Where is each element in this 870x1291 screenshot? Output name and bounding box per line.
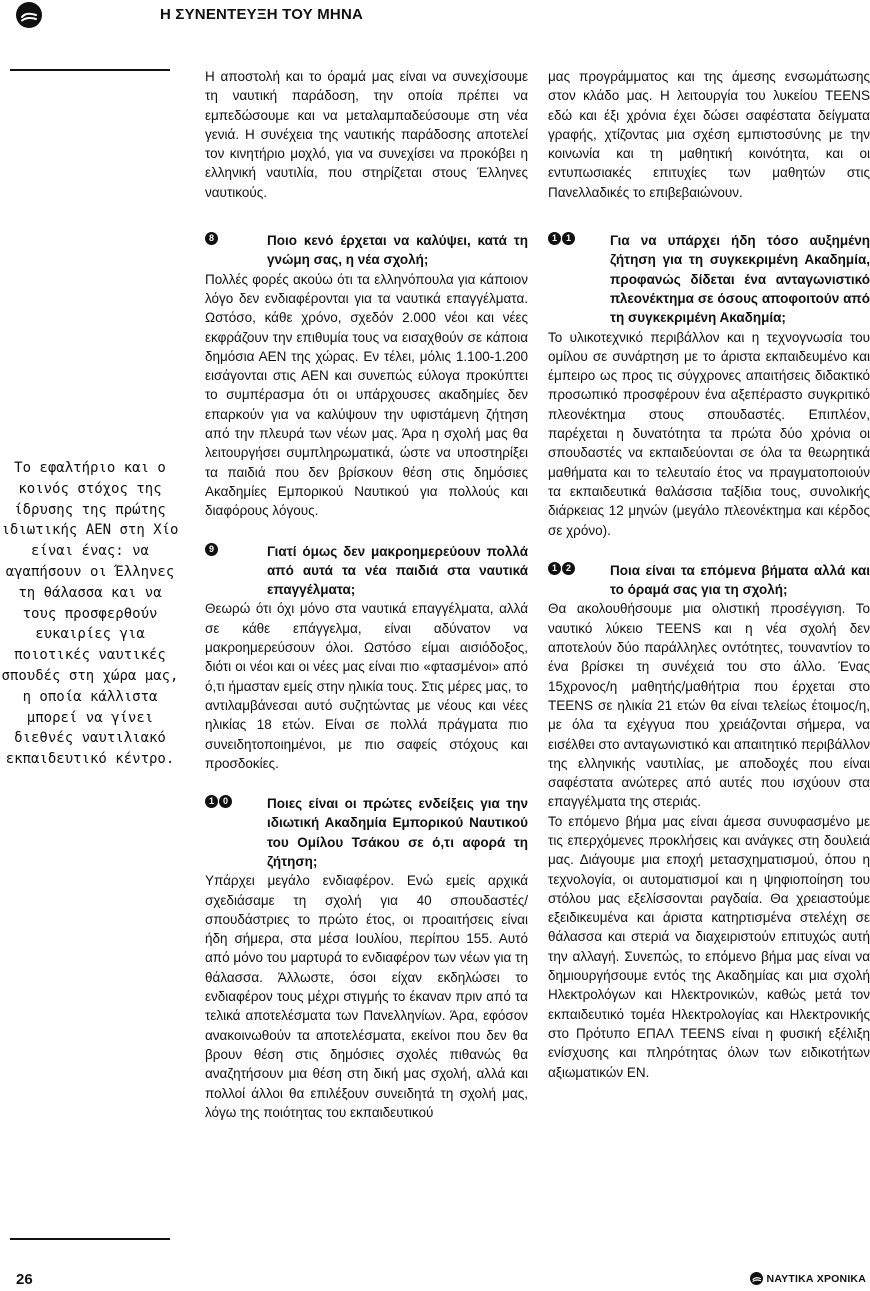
answer-paragraph: Θα ακολουθήσουμε μια ολιστική προσέγγιση. Το ναυτικό λύκειο TEENS και η νέα σχολή δεν αποτελούν δύο παράλληλες οντότητες, τουναντίον το ένα βρίσκει τη συνέχειά του στο άλλο. Ένας 15χρονος/η μαθητής/μαθήτρια που έρχεται στο TEENS σε ηλικία 21 ετών θα είναι τελείως έτοιμος/η, με όλα τα εχέγγυα που χρειάζονται σήμερα, να εισέλθει στο ανταγωνιστικό και απαιτητικό περιβάλλον της ελληνικής ναυτιλίας, με αποδοχές που είναι σαφέστατα ανώτερες από αυτές που ισχύουν στα επαγγέλματα της στεριάς. <box>548 601 870 810</box>
question-number <box>205 542 267 556</box>
question-text: Για να υπάρχει ήδη τόσο αυξημένη ζήτηση για τη συγκεκριμένη Ακαδημία, προφανώς δίδεται ένα ανταγωνιστικό πλεονέκτημα σε όσους αποφοιτούν από τη συγκεκριμένη Ακαδημία; <box>610 233 870 326</box>
answer-paragraph: Το επόμενο βήμα μας είναι άμεσα συνυφασμένο με τις επερχόμενες προκλήσεις και ανάγκες στη δουλειά μας. Διάγουμε μια εποχή μετασχηματισμού, όπου η τεχνολογία, οι αυτοματισμοί και η ψηφιοποίηση του στόλου μας εξελίσσονται ραγδαία. Θα χρειαστούμε εξειδικευμένα και άριστα κατηρτισμένα στελέχη σε θάλασσα και στεριά να διαχειριστούν επιτυχώς αυτή την αλλαγή. Συνεπώς, το επόμενο βήμα μας είναι να δημιουργήσουμε εντός της Ακαδημίας και μια σχολή Ηλεκτρολόγων και Ηλεκτρονικών, καθώς μετά τον εκπαιδευτικό τομέα Ηλεκτρολογίας και Ηλεκτρονικής στο Πρότυπο ΕΠΑΛ TEENS είναι η φυσική εξέλιξη ενίσχυσης και πληρότητας όλων των ειδικοτήτων αξιωματικών ΕΝ. <box>548 813 870 1080</box>
question-9 <box>205 542 528 600</box>
intro-paragraph: Η αποστολή και το όραμά μας είναι να συνεχίσουμε τη ναυτική παράδοση, την οποία πρέπει να εμπεδώσουμε και να μεταλαμπαδεύσουμε στη νέα γενιά. Η συνέχεια της ναυτικής παράδοσης αποτελεί τον κινητήριο μοχλό, για να συνεχίσει να προκόβει η ελληνική ναυτιλία, που στηρίζεται στους Έλληνες ναυτικούς. <box>205 69 528 200</box>
question-text: Ποιες είναι οι πρώτες ενδείξεις για την ιδιωτική Ακαδημία Εμπορικού Ναυτικού του Ομίλου Τσάκου σε ό,τι αφορά τη ζήτηση; <box>267 796 528 869</box>
number-badge: 0 <box>219 795 232 808</box>
question-number <box>548 561 610 575</box>
question-text: Ποιο κενό έρχεται να καλύψει, κατά τη γνώμη σας, η νέα σχολή; <box>267 233 528 268</box>
number-badge: 2 <box>562 562 575 575</box>
pull-quote-top-rule <box>10 69 170 71</box>
middle-column <box>205 67 528 1122</box>
question-8 <box>205 231 528 270</box>
question-number <box>205 794 267 808</box>
question-number <box>548 231 610 245</box>
answer-paragraph: Υπάρχει μεγάλο ενδιαφέρον. Ενώ εμείς αρχικά σχεδιάσαμε τη σχολή για 40 σπουδαστές/σπουδάστριες το πρώτο έτος, οι προαιτήσεις είναι ήδη σήμερα, στα μέσα Ιουλίου, περίπου 155. Αυτό από μόνο του μαρτυρά το ενδιαφέρον των νέων για τη θάλασσα. Άλλωστε, όσοι είχαν εκδηλώσει το ενδιαφέρον τους μέχρι στιγμής το έκαναν πριν από τα τελικά αποτελέσματα των Πανελληνίων. Άρα, εφόσον ανακοινωθούν τα αποτελέσματα, εκείνοι που δεν θα βρουν θέση στις δημόσιες σχολές πιθανώς θα αναζητήσουν μια θέση στη δική μας σχολή, αλλά και πολλοί άλλοι θα επιλέξουν συνειδητά τη σχολή μας, λόγω της ποιότητας του εκπαιδευτικού <box>205 873 528 1120</box>
intro-paragraph: μας προγράμματος και της άμεσης ενσωμάτωσης στον κλάδο μας. Η λειτουργία του λυκείου TEENS εδώ και έξι χρόνια έχει δώσει σαφέστατα δείγματα γραφής, χτίζοντας μια σχέση εμπιστοσύνης με την κοινωνία και τη μαθητική κοινότητα, και οι εντυπωσιακές επιτυχίες των μαθητών στις Πανελλαδικές το επιβεβαιώνουν. <box>548 69 870 200</box>
pull-quote: Το εφαλτήριο και ο κοινός στόχος της ίδρυσης της πρώτης ιδιωτικής ΑΕΝ στη Χίο είναι ένας: να αγαπήσουν οι Έλληνες τη θάλασσα και να τους προσφερθούν ευκαιρίες για ποιοτικές ναυτικές σπουδές στη χώρα μας, η οποία κάλλιστα μπορεί να γίνει διεθνές ναυτιλιακό εκπαιδευτικό κέντρο. <box>1 460 179 768</box>
question-text: Γιατί όμως δεν μακροημερεύουν πολλά από αυτά τα νέα παιδιά στα ναυτικά επαγγέλματα; <box>267 543 528 598</box>
number-badge: 9 <box>205 543 218 556</box>
brand-logo-icon <box>750 1272 763 1285</box>
pull-quote-bottom-rule <box>10 1238 170 1240</box>
question-text: Ποια είναι τα επόμενα βήματα αλλά και το όραμά σας για τη σχολή; <box>610 562 870 598</box>
number-badge: 1 <box>548 562 561 575</box>
question-11 <box>548 231 870 327</box>
brand <box>750 1272 866 1285</box>
question-12 <box>548 561 870 600</box>
wave-logo-icon <box>16 2 42 28</box>
brand-name: ΝΑΥΤΙΚΑ ΧΡΟΝΙΚΑ <box>766 1272 866 1285</box>
answer-paragraph: Το υλικοτεχνικό περιβάλλον και η τεχνογνωσία του ομίλου σε συνάρτηση με το άριστα εκπαιδευμένο και έμπειρο ως προς τις σύγχρονες απαιτήσεις διδακτικό προσωπικό προσφέρουν ένα αξεπέραστο συγκριτικό πλεονέκτημα στους σπουδαστές. Επιπλέον, παρέχεται η δυνατότητα τα πρώτα δύο χρόνια οι σπουδαστές να εκπαιδεύονται σε όλα τα θεωρητικά μαθήματα και το τελευταίο έτος να πραγματοποιούν τα εκπαιδευτικά θαλάσσια ταξίδια τους, συνολικής διάρκειας 12 μηνών (μεγάλο πλεονέκτημα και κέρδος σε χρόνο). <box>548 329 870 538</box>
question-10 <box>205 794 528 871</box>
question-number <box>205 231 267 245</box>
answer-paragraph: Θεωρώ ότι όχι μόνο στα ναυτικά επαγγέλματα, αλλά σε κάθε επάγγελμα, είναι αδύνατον να μακροημερεύσουν όλοι. Ωστόσο είμαι αισιόδοξος, διότι οι νέοι και οι νέες μας είναι πιο «φτασμένοι» από ό,τι ήμασταν εμείς στην ηλικία τους. Στις μέρες μας, το αντιλαμβάνεσαι αυτό συζητώντας με νέους και νέες ηλικίας 18 ετών. Είναι σε πολλά πράγματα πιο συνειδητοποιημένοι, με πιο σαφείς στόχους και προσδοκίες. <box>205 601 528 771</box>
right-column <box>548 67 870 1082</box>
number-badge: 1 <box>205 795 218 808</box>
number-badge: 1 <box>562 232 575 245</box>
number-badge: 8 <box>205 232 218 245</box>
answer-paragraph: Πολλές φορές ακούω ότι τα ελληνόπουλα για κάποιον λόγο δεν ενδιαφέρονται για τα ναυτικά επαγγέλματα. Ωστόσο, κάθε χρόνο, σχεδόν 2.000 νέοι και νέες εκφράζουν την επιθυμία τους να εισαχθούν σε κάποια δημόσια ΑΕΝ της χώρας. Εν τέλει, μόλις 1.100-1.200 εισάγονται στις ΑΕΝ και συνεπώς εύλογα προκύπτει το συμπέρασμα ότι οι υπάρχουσες ακαδημίες δεν επαρκούν για να καλύψουν την υφιστάμενη ζήτηση από την πλευρά των νέων μας. Άρα η σχολή μας θα λειτουργήσει συμπληρωματικά, ώστε να υποστηρίξει τα παιδιά που δεν βρίσκουν θέση στις δημόσιες Ακαδημίες Εμπορικού Ναυτικού για πολλούς και διαφόρους λόγους. <box>205 271 528 519</box>
page-number: 26 <box>16 1271 33 1288</box>
number-badge: 1 <box>548 232 561 245</box>
section-title: Η ΣΥΝΕΝΤΕΥΞΗ ΤΟΥ ΜΗΝΑ <box>160 6 364 23</box>
